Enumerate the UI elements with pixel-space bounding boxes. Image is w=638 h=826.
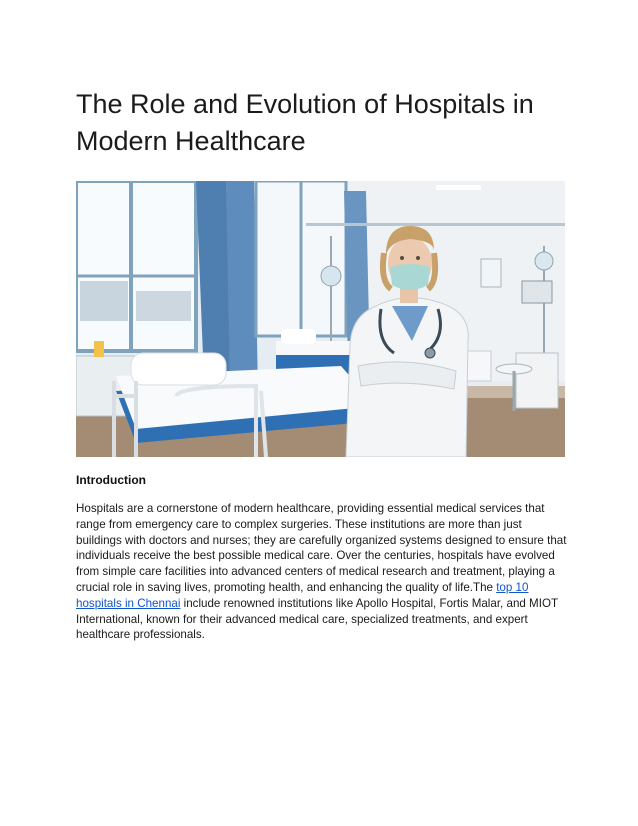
top-hospitals-chennai-link[interactable]: top 10 hospitals in Chennai (76, 580, 529, 610)
hospital-doctor-illustration (76, 181, 565, 457)
intro-text-part-2: include renowned institutions like Apollo Hospital, Fortis Malar, and MIOT International, known for their advanced medical care, specialized treatments, and expert healthcare professionals. (76, 596, 558, 642)
intro-heading: Introduction (76, 473, 146, 487)
hospital-photo (76, 181, 565, 457)
document-title: The Role and Evolution of Hospitals in Modern Healthcare (76, 89, 534, 156)
intro-text-part-1: Hospitals are a cornerstone of modern healthcare, providing essential medical services that range from emergency care to complex surgeries. These institutions are more than just buildings with doctors and nurses; they are carefully organized systems designed to ensure that individuals receive the best possible medical care. Over the centuries, hospitals have evolved from simple care facilities into advanced centers of medical research and treatment, playing a crucial role in saving lives, promoting health, and enhancing the quality of life.The (76, 502, 567, 594)
intro-paragraph (76, 501, 568, 643)
